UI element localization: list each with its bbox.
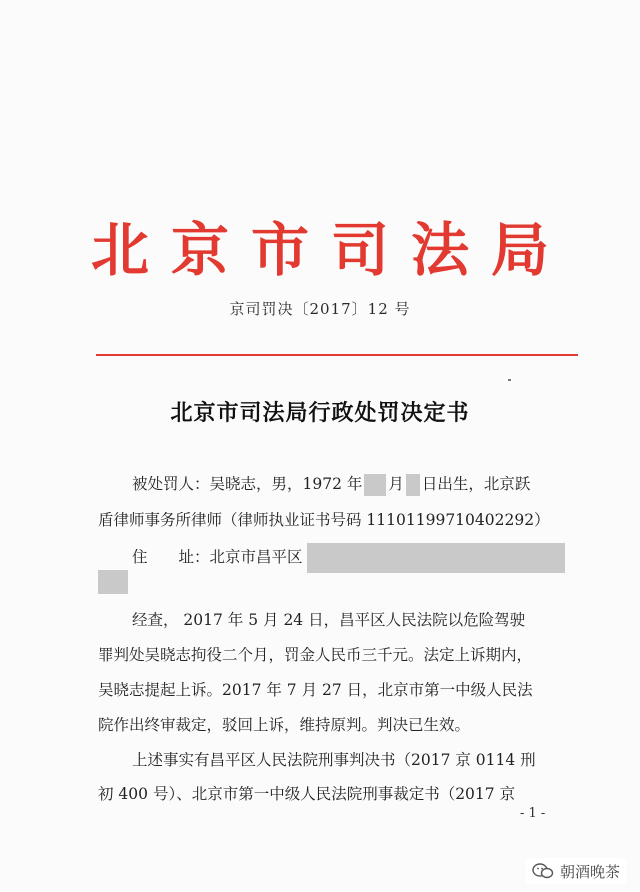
party-text-b: 月 — [388, 475, 404, 493]
watermark-text: 朝酒晚茶 — [559, 862, 620, 881]
redaction-block — [307, 543, 565, 573]
evidence-line-1: 上述事实有昌平区人民法院刑事判决书（2017 京 0114 刑 — [132, 751, 536, 769]
watermark — [526, 858, 626, 884]
party-line-2: 盾律师事务所律师（律师执业证书号码 11101199710402292） — [98, 511, 550, 529]
scan-speck — [508, 379, 511, 381]
facts-line-3: 吴晓志提起上诉。2017 年 7 月 27 日，北京市第一中级人民法 — [98, 681, 533, 699]
party-text-c: 日出生，北京跃 — [421, 475, 531, 493]
address-label: 住 址： — [132, 548, 210, 566]
redaction-block — [98, 570, 128, 594]
facts-line-2: 罪判处吴晓志拘役二个月，罚金人民币三千元。法定上诉期内， — [98, 646, 533, 664]
evidence-line-2: 初 400 号）、北京市第一中级人民法院刑事裁定书（2017 京 — [98, 785, 516, 803]
facts-line-1: 经查， 2017 年 5 月 24 日，昌平区人民法院以危险驾驶 — [132, 611, 526, 629]
issuing-authority-title: 北京市司法局 — [90, 216, 571, 284]
redaction-block — [364, 474, 386, 496]
address-value: 北京市昌平区 — [209, 548, 303, 566]
document-number: 京司罚决〔2017〕12 号 — [229, 300, 411, 318]
address-line — [132, 543, 565, 573]
page-number: - 1 - — [520, 806, 546, 821]
decision-title: 北京市司法局行政处罚决定书 — [170, 400, 470, 426]
party-line-1 — [132, 472, 530, 496]
redaction-block — [406, 474, 420, 496]
wechat-icon — [532, 862, 554, 880]
red-divider-line — [96, 354, 578, 356]
facts-line-4: 院作出终审裁定，驳回上诉，维持原判。判决已生效。 — [98, 716, 471, 734]
party-text-a: 被处罚人：吴晓志，男，1972 年 — [132, 475, 363, 493]
